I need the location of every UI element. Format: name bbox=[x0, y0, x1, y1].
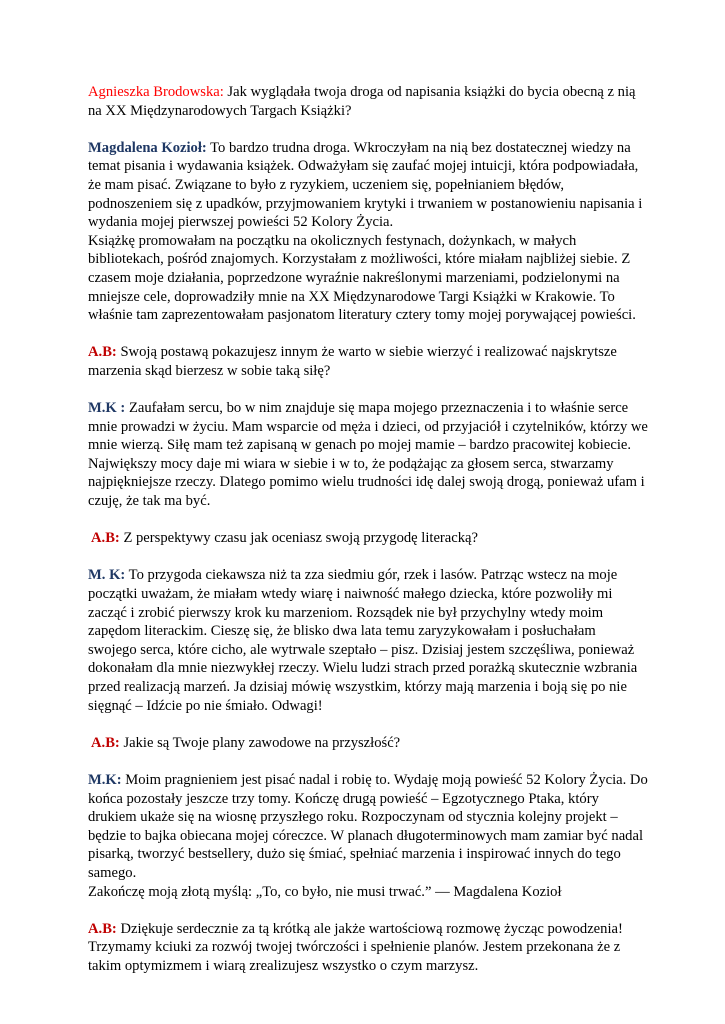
paragraph-text: Dziękuje serdecznie za tą krótką ale jakże wartościową rozmowę życząc powodzenia! Trzymamy kciuki za rozwój twojej twórczości i spełnienie planów. Jestem przekonana że z takim optymizmem i wiarą zrealizujesz wszystko o czym marzysz. bbox=[88, 920, 623, 974]
speaker-label: M. K: bbox=[88, 567, 126, 584]
paragraph-question-3 bbox=[88, 529, 648, 548]
speaker-label: A.B: bbox=[91, 734, 120, 751]
paragraph-closing bbox=[88, 920, 648, 976]
paragraph-text: Jak wyglądała twoja droga od napisania książki do bycia obecną z nią na XX Międzynarodowych Targach Książki? bbox=[88, 84, 636, 119]
answer-part-2: Zakończę moją złotą myślą: „To, co było, nie musi trwać.” — Magdalena Kozioł bbox=[88, 883, 562, 900]
paragraph-answer-1 bbox=[88, 139, 648, 325]
paragraph-answer-4 bbox=[88, 771, 648, 901]
document-page bbox=[88, 83, 648, 994]
paragraph-answer-3 bbox=[88, 566, 648, 715]
paragraph-question-1 bbox=[88, 83, 648, 120]
answer-part-2: Książkę promowałam na początku na okolicznych festynach, dożynkach, w małych bibliotekach, pośród znajomych. Korzystałam z możliwości, które miałam najbliżej siebie. Z czasem moje działania, poprzedzone wyraźnie nakreślonymi marzeniami, podzielonymi na mniejsze cele, doprowadziły mnie na XX Międzynarodowe Targi Książki w Krakowie. To właśnie tam zaprezentowałam pasjonatom literatury cztery tomy mojej porywającej powieści. bbox=[88, 232, 636, 324]
paragraph-question-4 bbox=[88, 734, 648, 753]
answer-part-1 bbox=[88, 771, 648, 883]
paragraph-text: To przygoda ciekawsza niż ta zza siedmiu gór, rzek i lasów. Patrząc wstecz na moje początki uważam, że miałam wtedy wiarę i naiwność małego dziecka, które pozwoliły mi zacząć i zrobić pierwszy krok ku marzeniom. Rozsądek nie był przychylny wtedy moim zapędom literackim. Cieszę się, że blisko dwa lata temu zaryzykowałam i posłuchałam swojego serca, które cicho, ale wytrwale szeptało – pisz. Dzisiaj jestem szczęśliwa, ponieważ dokonałam dla mnie niezwykłej rzeczy. Wielu ludzi strach przed porażką skutecznie wzbrania przed realizacją marzeń. Ja dzisiaj mówię wszystkim, którzy mają marzenia i boją się po nie sięgnąć – Idźcie po nie śmiało. Odwagi! bbox=[88, 567, 638, 714]
speaker-label: M.K : bbox=[88, 400, 126, 417]
paragraph-text: Zaufałam sercu, bo w nim znajduje się mapa mojego przeznaczenia i to właśnie serce mnie prowadzi w życiu. Mam wsparcie od męża i dzieci, od przyjaciół i czytelników, którzy we mnie wierzą. Siłę mam też zapisaną w genach po mojej mamie – bardzo pracowitej kobiecie. Największy mocy daje mi wiara w siebie i w to, że podążając za głosem serca, stwarzamy najpiękniejsze rzeczy. Dlatego pomimo wielu trudności idę dalej swoją drogą, ponieważ ufam i czuję, że tak ma być. bbox=[88, 400, 648, 510]
speaker-label: A.B: bbox=[91, 530, 120, 547]
speaker-label: A.B: bbox=[88, 920, 117, 937]
speaker-label: Magdalena Kozioł: bbox=[88, 139, 207, 156]
answer-part-1 bbox=[88, 139, 648, 232]
paragraph-question-2 bbox=[88, 343, 648, 380]
paragraph-text: Swoją postawą pokazujesz innym że warto w siebie wierzyć i realizować najskrytsze marzenia skąd bierzesz w sobie taką siłę? bbox=[88, 344, 617, 379]
speaker-label: Agnieszka Brodowska: bbox=[88, 84, 224, 100]
paragraph-text: Z perspektywy czasu jak oceniasz swoją przygodę literacką? bbox=[119, 530, 478, 547]
paragraph-text: Moim pragnieniem jest pisać nadal i robię to. Wydaję moją powieść 52 Kolory Życia. Do końca pozostały jeszcze trzy tomy. Kończę drugą powieść – Egzotycznego Ptaka, który drukiem ukaże się na wiosnę przyszłego roku. Rozpoczynam od stycznia kolejny projekt – będzie to bajka obiecana mojej córeczce. W planach długoterminowych mam zamiar być nadal pisarką, tworzyć bestsellery, dużo się śmiać, spełniać marzenia i inspirować innych do tego samego. bbox=[88, 771, 648, 881]
paragraph-text: To bardzo trudna droga. Wkroczyłam na nią bez dostatecznej wiedzy na temat pisania i wydawania książek. Odważyłam się zaufać mojej intuicji, która podpowiadała, że mam pisać. Związane to było z ryzykiem, uczeniem się, popełnianiem błędów, podnoszeniem się z upadków, przyjmowaniem krytyki i trwaniem w postanowieniu napisania i wydania mojej pierwszej powieści 52 Kolory Życia. bbox=[88, 139, 643, 231]
paragraph-answer-2 bbox=[88, 399, 648, 511]
speaker-label: M.K: bbox=[88, 771, 122, 788]
paragraph-text: Jakie są Twoje plany zawodowe na przyszłość? bbox=[119, 734, 401, 751]
speaker-label: A.B: bbox=[88, 344, 117, 361]
